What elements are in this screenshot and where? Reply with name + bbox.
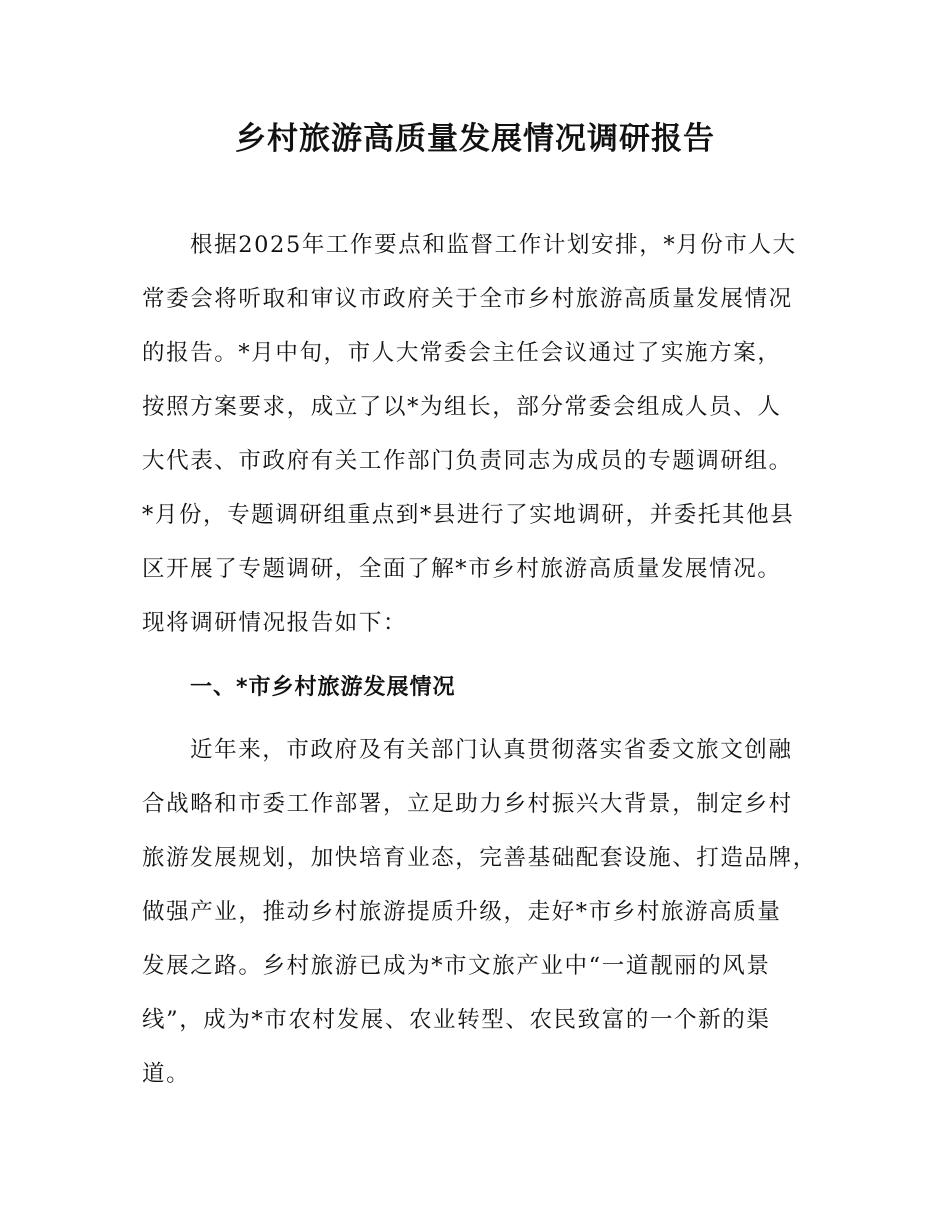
- section1-line: 合战略和市委工作部署，立足助力乡村振兴大背景，制定乡村: [142, 791, 793, 817]
- intro-line: 按照方案要求，成立了以*为组长，部分常委会组成人员、人: [142, 394, 782, 420]
- intro-line: 常委会将听取和审议市政府关于全市乡村旅游高质量发展情况: [142, 286, 793, 312]
- section1-line: 做强产业，推动乡村旅游提质升级，走好*市乡村旅游高质量: [142, 899, 782, 925]
- document-title: 乡村旅游高质量发展情况调研报告: [235, 121, 715, 157]
- intro-line: 的报告。*月中旬，市人大常委会主任会议通过了实施方案，: [142, 340, 782, 366]
- intro-line: 现将调研情况报告如下：: [142, 610, 408, 636]
- section1-line: 发展之路。乡村旅游已成为*市文旅产业中“一道靓丽的风景: [142, 953, 771, 979]
- intro-paragraph: [142, 218, 814, 650]
- section1-line: 道。: [142, 1061, 191, 1087]
- section-heading: 一、*市乡村旅游发展情况: [190, 675, 456, 700]
- intro-line: *月份，专题调研组重点到*县进行了实地调研，并委托其他县: [142, 502, 795, 528]
- intro-line: 大代表、市政府有关工作部门负责同志为成员的专题调研组。: [142, 448, 793, 474]
- section1-line: 旅游发展规划，加快培育业态，完善基础配套设施、打造品牌，: [142, 845, 817, 871]
- intro-line: 根据2025年工作要点和监督工作计划安排，*月份市人大: [190, 232, 797, 258]
- section1-line: 线”，成为*市农村发展、农业转型、农民致富的一个新的渠: [142, 1007, 771, 1033]
- intro-line: 区开展了专题调研，全面了解*市乡村旅游高质量发展情况。: [142, 556, 782, 582]
- section1-line: 近年来，市政府及有关部门认真贯彻落实省委文旅文创融: [190, 737, 793, 763]
- section1-paragraph: [142, 723, 817, 1101]
